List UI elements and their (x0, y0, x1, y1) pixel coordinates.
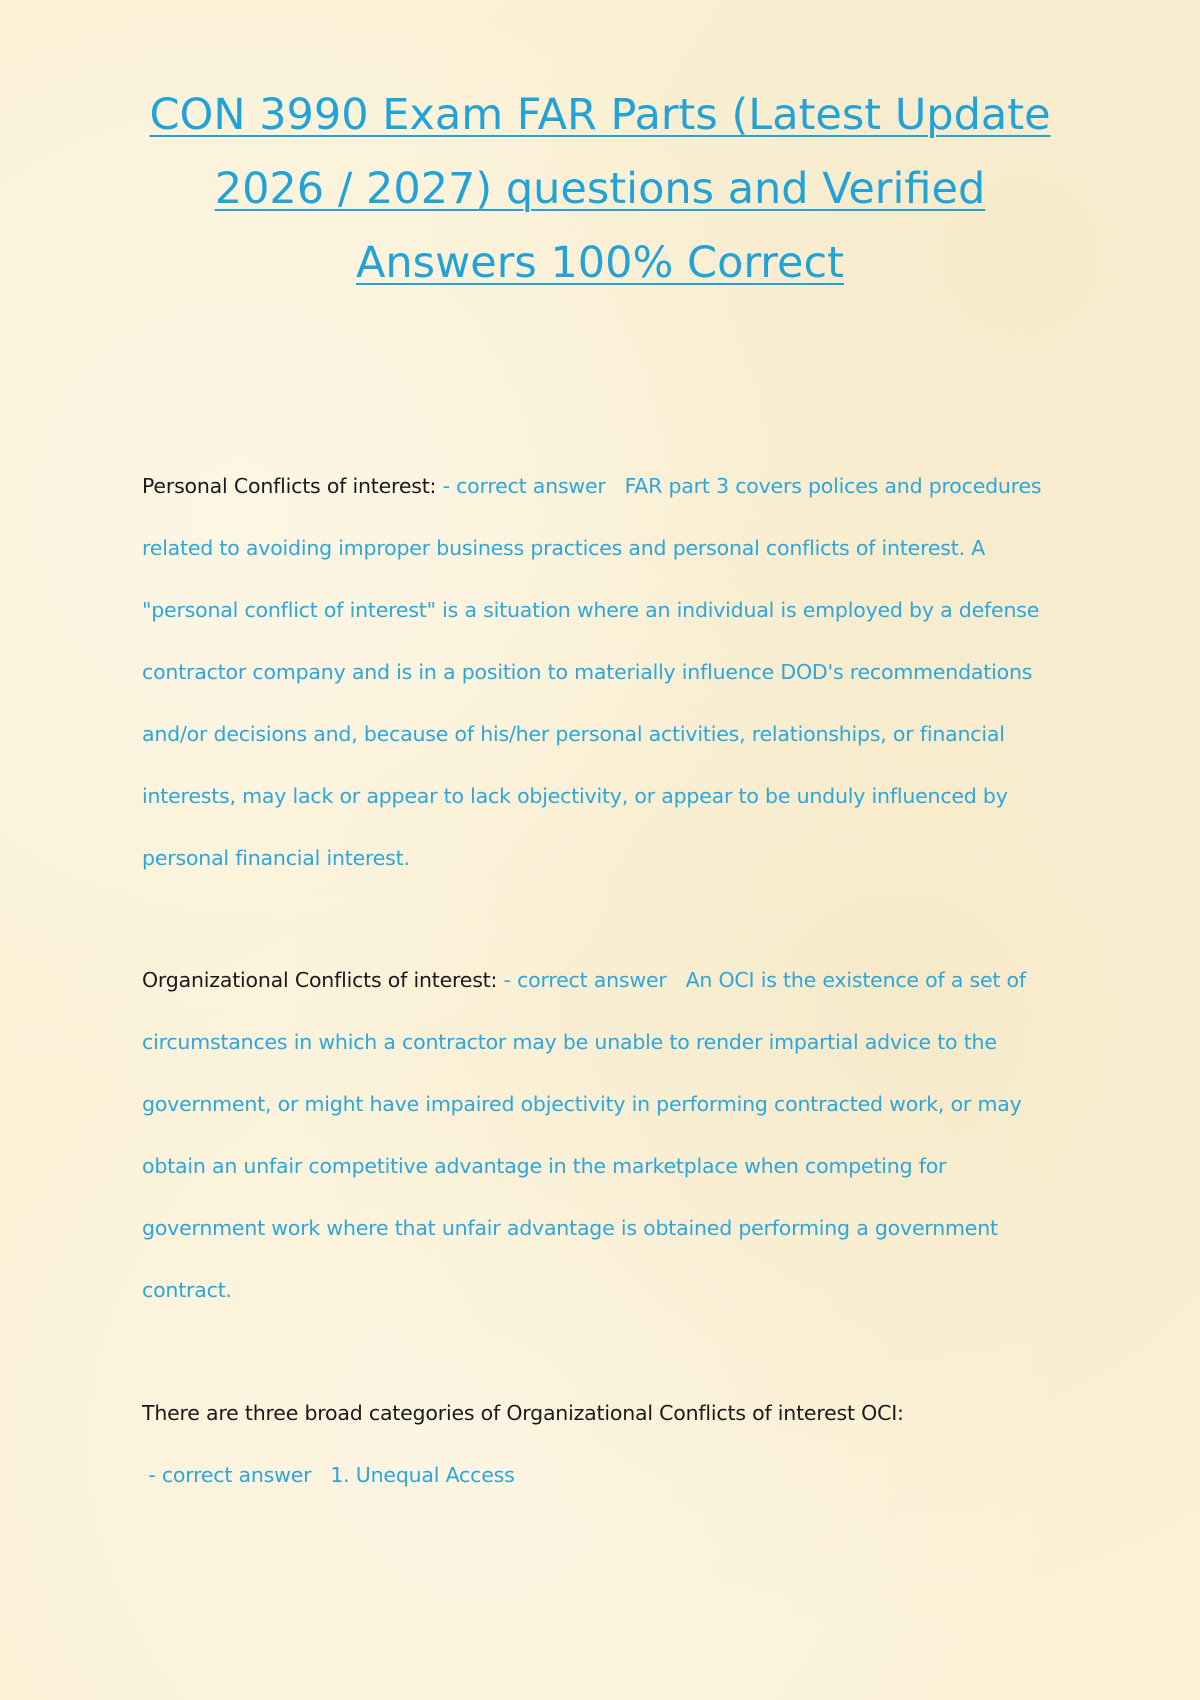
document-title: CON 3990 Exam FAR Parts (Latest Update 2026 / 2027) questions and Verified Answers 100% Correct (149, 90, 1051, 288)
qa-entry (142, 949, 1062, 1321)
answer-prefix: - correct answer (142, 1463, 331, 1487)
question-text: There are three broad categories of Organizational Conflicts of interest OCI: (142, 1401, 904, 1425)
answer-text: An OCI is the existence of a set of circumstances in which a contractor may be unable to render impartial advice to the government, or might have impaired objectivity in performing contracted work, or may obtain an unfair competitive advantage in the marketplace when competing for government work where that unfair advantage is obtained performing a government contract. (142, 968, 1026, 1302)
answer-text: FAR part 3 covers polices and procedures related to avoiding improper business practices and personal conflicts of interest. A "personal conflict of interest" is a situation where an individual is employed by a defense contractor company and is in a position to materially influence DOD's recommendations and/or decisions and, because of his/her personal activities, relationships, or financial interests, may lack or appear to lack objectivity, or appear to be unduly influenced by personal financial interest. (142, 474, 1042, 870)
question-text: Personal Conflicts of interest: (142, 474, 437, 498)
qa-entry (142, 455, 1062, 889)
qa-entry (142, 1382, 1062, 1506)
answer-prefix: - correct answer (497, 968, 686, 992)
answer-text: 1. Unequal Access (330, 1463, 515, 1487)
answer-prefix: - correct answer (436, 474, 625, 498)
question-text: Organizational Conflicts of interest: (142, 968, 498, 992)
